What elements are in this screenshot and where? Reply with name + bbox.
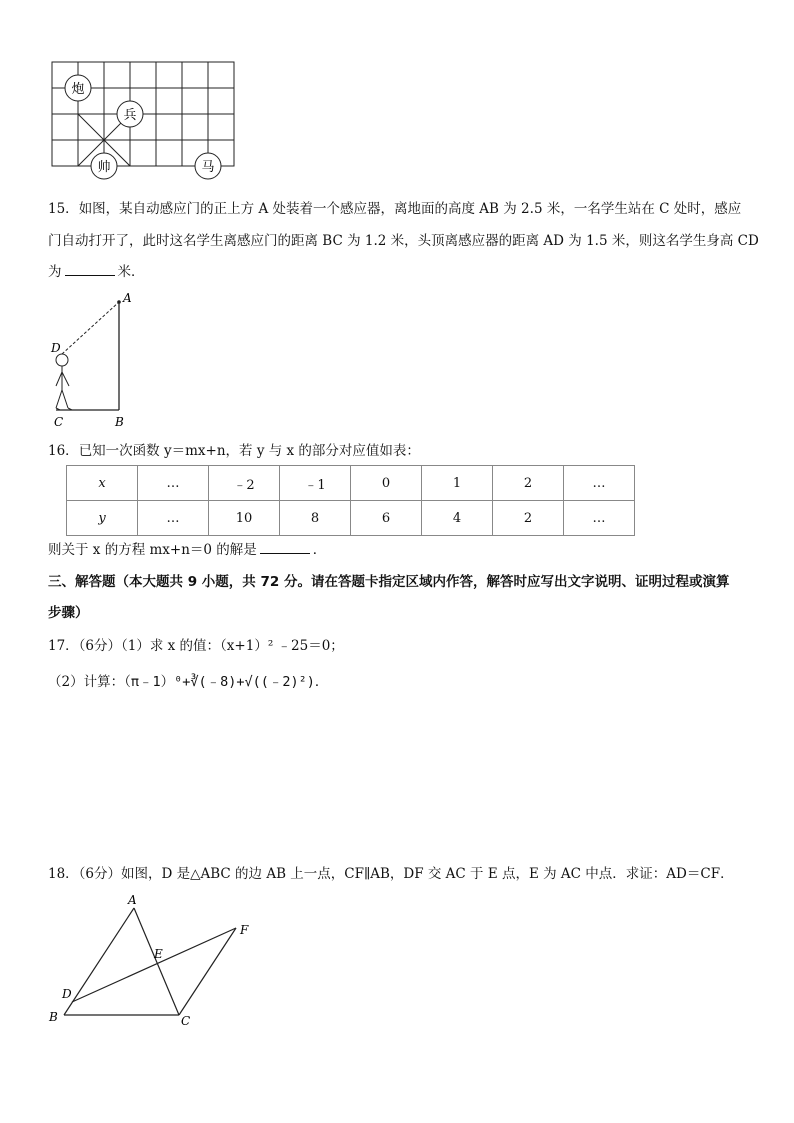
q18-triangle-figure <box>44 890 264 1030</box>
q17-expression: （π﹣1）⁰+∛(﹣8)+√((﹣2)²) <box>124 674 315 690</box>
table-cell: x <box>67 466 138 501</box>
svg-text:炮: 炮 <box>71 82 85 97</box>
q16-value-table <box>66 465 635 536</box>
q17-part1: 17．（6分）（1）求 x 的值：（x+1）² ﹣25＝0； <box>48 638 344 654</box>
q15-door-figure <box>44 290 144 430</box>
q17-part2 <box>48 672 328 692</box>
table-cell: ﹣1 <box>280 466 351 501</box>
chess-piece-ma <box>195 153 221 179</box>
q18-label-D: D <box>62 987 72 1001</box>
section3-heading-line1: 三、解答题（本大题共 9 小题，共 72 分。请在答题卡指定区域内作答，解答时应写出文字说明、证明过程或演算 <box>48 574 730 590</box>
q15-prefix: 为 <box>48 264 62 280</box>
table-cell: 0 <box>351 466 422 501</box>
q15-label-B: B <box>115 415 124 429</box>
chess-piece-bing <box>117 101 143 127</box>
q18-label-B: B <box>49 1010 58 1024</box>
q15-number: 15． <box>48 201 79 217</box>
table-cell: 1 <box>422 466 493 501</box>
table-cell: … <box>564 501 635 536</box>
svg-text:帅: 帅 <box>97 160 111 175</box>
table-cell: 2 <box>493 501 564 536</box>
table-cell: … <box>564 466 635 501</box>
q16-question-line <box>48 540 326 560</box>
q18-label-E: E <box>154 947 163 961</box>
chess-piece-shuai <box>91 153 117 179</box>
table-cell: 10 <box>209 501 280 536</box>
q18-label-A: A <box>128 893 137 907</box>
q15-line1 <box>48 199 741 219</box>
q15-label-C: C <box>54 415 64 429</box>
q16-intro: 已知一次函数 y＝mx+n，若 y 与 x 的部分对应值如表： <box>78 443 420 459</box>
q15-line3 <box>48 262 145 282</box>
svg-text:兵: 兵 <box>123 108 137 123</box>
q18-label-C: C <box>181 1014 191 1028</box>
svg-text:马: 马 <box>201 160 215 175</box>
table-cell: … <box>138 466 209 501</box>
q15-suffix: 米． <box>117 264 145 280</box>
table-cell: 2 <box>493 466 564 501</box>
q17-suffix: ． <box>314 674 329 690</box>
table-cell: 8 <box>280 501 351 536</box>
q16-answer-blank[interactable] <box>260 540 310 554</box>
table-cell: 6 <box>351 501 422 536</box>
chess-piece-pao <box>65 75 91 101</box>
q16-number: 16． <box>48 443 79 459</box>
section3-heading-line2: 步骤） <box>48 605 89 621</box>
table-row <box>67 466 635 501</box>
table-cell: ﹣2 <box>209 466 280 501</box>
table-row <box>67 501 635 536</box>
q15-answer-blank[interactable] <box>65 262 115 276</box>
q16-question: 则关于 x 的方程 mx+n＝0 的解是 <box>48 542 257 558</box>
q18-text: 18．（6分）如图，D 是△ABC 的边 AB 上一点，CF∥AB，DF 交 AC 于 E 点，E 为 AC 中点．求证：AD＝CF． <box>48 866 734 882</box>
q16-intro-line <box>48 441 420 461</box>
chessboard-figure <box>48 58 238 180</box>
q17-part2-label: （2）计算： <box>48 674 125 690</box>
q15-text-line1: 如图，某自动感应门的正上方 A 处装着一个感应器，离地面的高度 AB 为 2.5 米，一名学生站在 C 处时，感应 <box>78 201 742 217</box>
q15-line2: 门自动打开了，此时这名学生离感应门的距离 BC 为 1.2 米，头顶离感应器的距离 AD 为 1.5 米，则这名学生身高 CD <box>48 233 759 249</box>
q18-label-F: F <box>240 923 249 937</box>
q16-question-suffix: ． <box>312 542 327 558</box>
table-cell: 4 <box>422 501 493 536</box>
q15-label-A: A <box>123 291 132 305</box>
table-cell: … <box>138 501 209 536</box>
table-cell: y <box>67 501 138 536</box>
q15-label-D: D <box>51 341 61 355</box>
